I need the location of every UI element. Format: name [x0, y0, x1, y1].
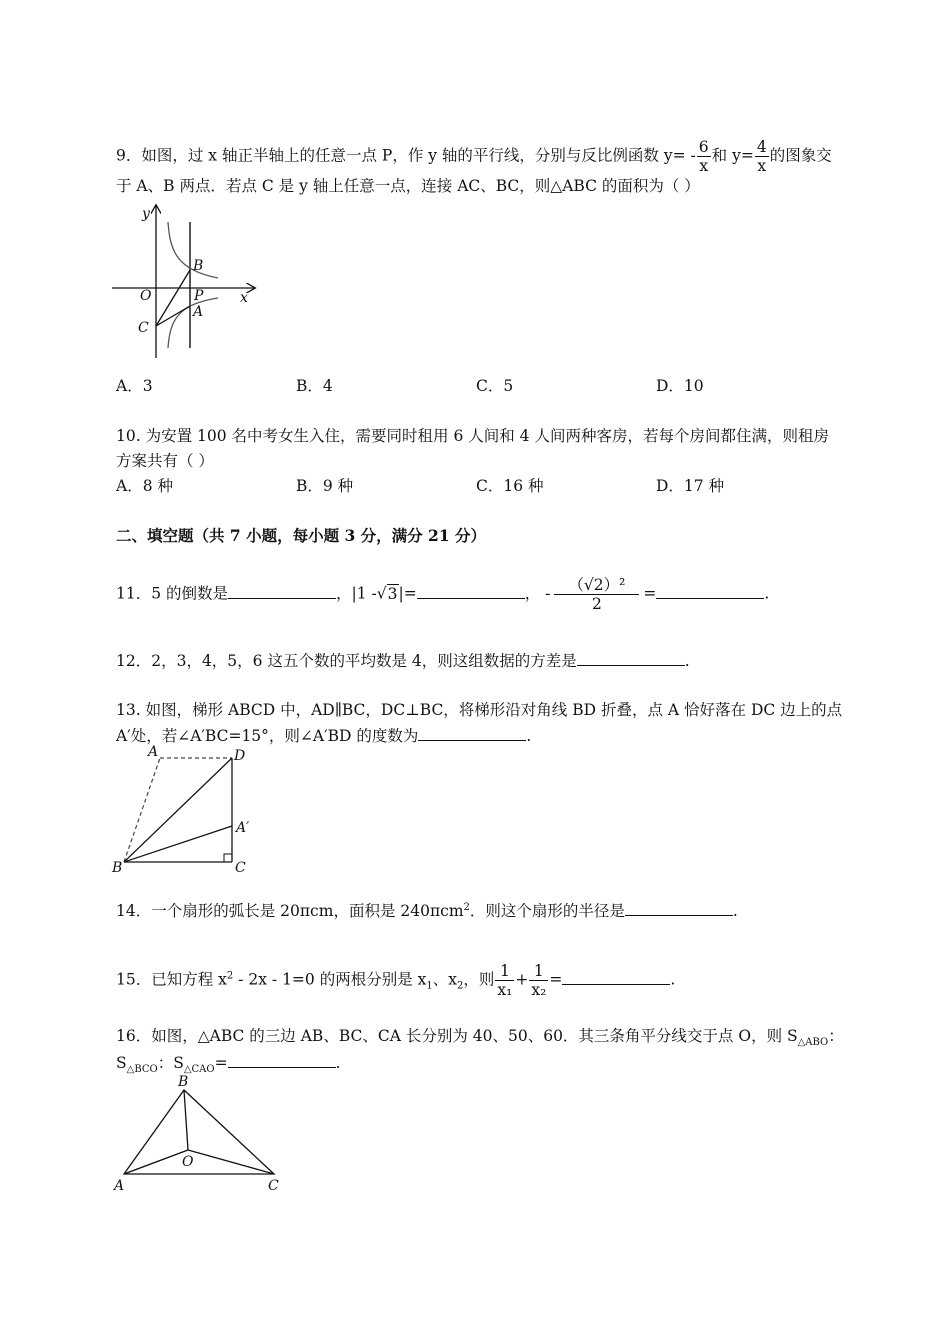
label-o: O — [182, 1154, 194, 1170]
segment-cb — [156, 270, 190, 326]
q12-blank[interactable] — [577, 650, 685, 666]
q16-sub2: △BCO — [126, 1064, 158, 1076]
q13-line1: 13. 如图，梯形 ABCD 中，AD∥BC，DC⊥BC，将梯形沿对角线 BD 折叠，点 A 恰好落在 DC 边上的点 — [116, 701, 843, 719]
q15-eq: = — [549, 970, 563, 989]
label-c: C — [268, 1178, 279, 1194]
q13-figure — [108, 744, 258, 876]
q13-line2-text: A′处，若∠A′BC=15°，则∠A′BD 的度数为 — [116, 727, 419, 745]
q9-option-a: A．3 — [116, 377, 153, 395]
q15-blank[interactable] — [562, 969, 670, 985]
q16-end: . — [335, 1054, 341, 1072]
label-b: B — [178, 1074, 189, 1090]
q11-blank-2[interactable] — [417, 583, 525, 599]
q16-line1-text: 16．如图，△ABC 的三边 AB、BC、CA 长分别为 40、50、60．其三条角平分线交于点 O，则 S — [116, 1027, 798, 1045]
q11-blank-1[interactable] — [228, 583, 336, 599]
q9-figure — [108, 200, 268, 360]
q9-line1 — [116, 138, 832, 175]
q9-option-d: D．10 — [656, 377, 704, 395]
label-p: P — [194, 288, 204, 304]
q16-eq: = — [214, 1054, 228, 1072]
q9-line1-end: 的图象交 — [769, 146, 832, 165]
q10-line2: 方案共有（ ） — [116, 452, 214, 470]
q11-part3: |= — [398, 584, 417, 603]
q14-part2: ．则这个扇形的半径是 — [469, 902, 625, 920]
diagonal-bd — [124, 758, 232, 862]
q10-option-c: C．16 种 — [476, 477, 544, 495]
section-heading: 二、填空题（共 7 小题，每小题 3 分，满分 21 分） — [116, 526, 487, 545]
q12-line — [116, 650, 690, 671]
q11-blank-3[interactable] — [656, 583, 764, 599]
q12-end: . — [684, 652, 690, 670]
q16-sub1: △ABO — [797, 1037, 829, 1049]
q9-fraction-1: $\frac{6}{x}$ — [698, 138, 709, 175]
q15-part2: - 2x - 1=0 的两根分别是 x — [233, 970, 427, 989]
segment-bo — [184, 1090, 188, 1150]
label-c: C — [138, 320, 149, 336]
q11-part1: 11．5 的倒数是 — [116, 584, 229, 603]
label-a: A — [193, 304, 204, 320]
label-a: A — [148, 744, 159, 760]
q16-colon: ：S — [157, 1054, 184, 1072]
q14-sup: 2 — [463, 901, 470, 913]
q11-end: . — [764, 584, 770, 603]
q12-text: 12．2，3，4，5，6 这五个数的平均数是 4，则这组数据的方差是 — [116, 652, 577, 670]
q14-part1: 14．一个扇形的弧长是 20πcm，面积是 240πcm — [116, 902, 464, 920]
q16-s: S — [116, 1054, 127, 1072]
q15-sub1: 1 — [426, 980, 433, 992]
q11-line — [116, 576, 769, 613]
q15-plus: + — [515, 970, 529, 989]
q11-part5: = — [643, 584, 657, 603]
label-b: B — [193, 258, 204, 274]
q10-option-d: D．17 种 — [656, 477, 725, 495]
q13-blank[interactable] — [418, 725, 526, 741]
triangle-abc — [124, 1090, 274, 1174]
q9-option-c: C．5 — [476, 377, 514, 395]
q14-line — [116, 900, 738, 921]
dashed-ab — [124, 758, 160, 862]
label-x: x — [240, 290, 248, 306]
q16-line1 — [116, 1026, 844, 1049]
q15-sub2: 2 — [457, 980, 464, 992]
q15-part4: ，则 — [463, 970, 495, 989]
segment-ao — [124, 1150, 188, 1174]
label-b: B — [112, 860, 123, 876]
q16-figure — [108, 1070, 288, 1198]
q15-fraction-2: $\frac{1}{\text{x₂}}$ — [531, 962, 547, 999]
q10-line1: 10. 为安置 100 名中考女生入住，需要同时租用 6 人间和 4 人间两种客房，若每个房间都住满，则租房 — [116, 427, 829, 445]
q15-part3: 、x — [432, 970, 457, 989]
label-a-prime: A′ — [236, 820, 250, 836]
q13-end: . — [526, 727, 532, 745]
right-angle-mark — [224, 854, 232, 862]
q15-fraction-1: $\frac{1}{\text{x₁}}$ — [497, 962, 513, 999]
q11-fraction: $\frac{\text{（√2）²}}{2}$ — [554, 576, 639, 613]
q9-line1-mid: 和 y= — [711, 146, 754, 165]
q14-end: . — [732, 902, 738, 920]
q15-sup: 2 — [226, 970, 234, 982]
q9-option-b: B．4 — [296, 377, 333, 395]
q9-fraction-2: $\frac{4}{x}$ — [756, 138, 767, 175]
q10-option-a: A．8 种 — [116, 477, 173, 495]
q9-line1-start: 9．如图，过 x 轴正半轴上的任意一点 P，作 y 轴的平行线，分别与反比例函数 y= - — [116, 146, 696, 165]
label-y: y — [142, 206, 150, 222]
q14-blank[interactable] — [625, 900, 733, 916]
segment-ba-prime — [124, 826, 232, 862]
q16-line1-end: ： — [828, 1027, 844, 1045]
q13-line2 — [116, 725, 531, 746]
sqrt-sign: √ — [376, 584, 387, 603]
q11-part2: ，|1 - — [336, 584, 377, 603]
q11-sqrt-arg: 3 — [387, 584, 398, 603]
label-c: C — [235, 860, 246, 876]
q10-option-b: B．9 种 — [296, 477, 354, 495]
q11-part4: ， - — [524, 584, 551, 603]
q16-sub3: △CAO — [183, 1064, 215, 1076]
label-d: D — [234, 748, 246, 764]
label-a: A — [114, 1178, 125, 1194]
q15-part1: 15．已知方程 x — [116, 970, 227, 989]
q16-blank[interactable] — [228, 1052, 336, 1068]
q15-line — [116, 962, 675, 999]
label-o: O — [140, 288, 152, 304]
q15-end: . — [670, 970, 676, 989]
q9-line2: 于 A、B 两点．若点 C 是 y 轴上任意一点，连接 AC、BC，则△ABC 的面积为（ ） — [116, 177, 700, 195]
